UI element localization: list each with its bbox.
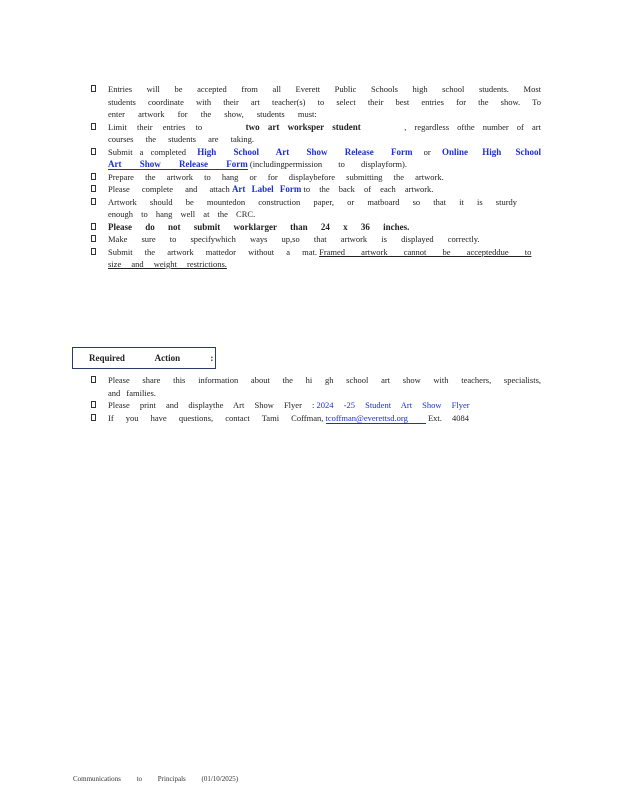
- bullet-icon: [91, 198, 96, 205]
- bullet-icon: [91, 401, 96, 408]
- list-item: Prepare the artwork to hang or for displaybefore submitting the artwork.: [91, 171, 541, 184]
- release-form-link[interactable]: High School Art Show Release Form: [197, 146, 413, 157]
- online-release-form-link[interactable]: Online High School: [441, 146, 541, 157]
- list-item: If you have questions, contact Tami Coffman, tcoffman@everettsd.org Ext. 4084: [91, 412, 541, 425]
- list-item: Please do not submit worklarger than 24 x 36 inches.: [91, 221, 541, 234]
- list-item: Please complete and attach Art Label Form to the back of each artwork.: [91, 183, 541, 196]
- list-item: Submit the artwork mattedor without a mat. Framed artwork cannot be accepteddue to size and weight restrictions.: [91, 246, 541, 271]
- art-label-form-link[interactable]: Art Label Form: [231, 184, 302, 194]
- bullet-icon: [91, 376, 96, 383]
- bullet-icon: [91, 85, 96, 92]
- list-item: Limit their entries to two art worksper student , regardless ofthe number of art courses the students are taking.: [91, 121, 541, 146]
- requirements-list: [91, 83, 541, 271]
- bullet-icon: [91, 185, 96, 192]
- list-item: Entries will be accepted from all Everett Public Schools high school students. Most students coordinate with their art teacher(s) to select their best entries for the show. To enter artwork for the show, students must:: [91, 83, 541, 121]
- bullet-icon: [91, 123, 96, 130]
- bullet-icon: [91, 148, 96, 155]
- bullet-icon: [91, 248, 96, 255]
- list-item: Submit a completed High School Art Show Release Form or Online High School Art Show Release Form (includingpermission to displayform).: [91, 146, 541, 171]
- email-link[interactable]: tcoffman@everettsd.org: [326, 413, 426, 424]
- list-item: Make sure to specifywhich ways up,so that artwork is displayed correctly.: [91, 233, 541, 246]
- list-item: Artwork should be mountedon construction paper, or matboard so that it is sturdy enough to hang well at the CRC.: [91, 196, 541, 221]
- bullet-icon: [91, 173, 96, 180]
- list-item: Please print and displaythe Art Show Flyer : 2024 -25 Student Art Show Flyer: [91, 399, 541, 412]
- art-show-flyer-link[interactable]: 2024 -25 Student Art Show Flyer: [316, 400, 470, 410]
- page-footer: Communications to Principals (01/10/2025): [73, 775, 239, 783]
- online-release-form-link-cont[interactable]: Art Show Release Form: [108, 159, 248, 169]
- bullet-icon: [91, 223, 96, 230]
- bullet-icon: [91, 235, 96, 242]
- list-item: Please share this information about the hi gh school art show with teachers, specialists, and families.: [91, 374, 541, 399]
- required-action-list: [91, 374, 541, 424]
- required-action-heading: Required Action :: [72, 347, 216, 369]
- bullet-icon: [91, 414, 96, 421]
